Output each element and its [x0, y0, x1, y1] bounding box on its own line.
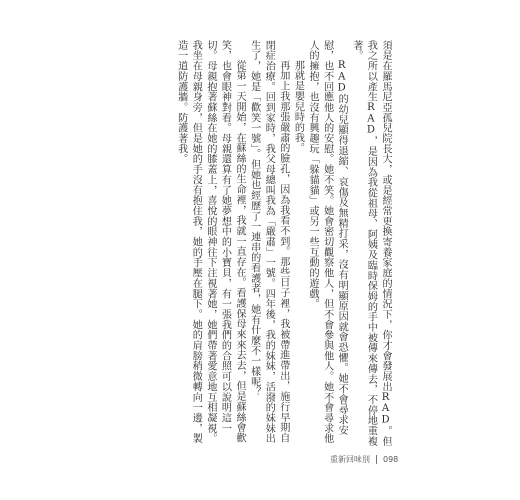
paragraph: RAD的幼兒顯得退縮、哀傷及無精打采，沒有明顯原因就會恐懼。她不會尋求安慰，也不回應他人的安慰。她不笑。她會密切觀察他人，但不會參與他人。她不會尋求他人的擁抱，也沒有興趣玩「躲貓貓」或另一些互動的遊戲。: [307, 40, 348, 444]
body-text: [128, 40, 392, 450]
paragraph: 那就是嬰兒時的我。: [292, 60, 304, 154]
paragraph: 須是在羅馬尼亞孤兒院長大，或是經常更換寄養家庭的情況下，你才會發展出RAD。但我之所以產生RAD，是因為我從祖母、阿姨及臨時保姆的手中被傳來傳去，不停地重複著。: [350, 40, 391, 447]
page-footer: [330, 452, 398, 466]
page-number: 098: [383, 454, 399, 464]
footer-divider: [376, 455, 377, 464]
paragraph: 再加上我那張嚴肅的臉孔，因為我看不到。那些日子裡，我被帶進帶出，施行早期自閉症治療。回到家時，我父母總叫我為「嚴肅」一號。四年後，我的妹妹，活潑的妹妹出生了，她是「歡笑一號」。但她也經歷了一連串的看護者，她有什麼不一樣呢？: [248, 40, 289, 444]
paragraph: 從第一天開始，在蘇絲的生命裡，我就一直存在。看護保母來來去去，但是蘇絲會歡笑，也會眼神對看。母親還算有了她夢想中的小寶貝，有一張我們的合照可以說明這一切。母親抱著蘇絲在她的膝蓋上，喜悅的眼神往下注視著她，她們帶著愛意地互相凝視。我坐在母親身旁，但是她的手沒有抱住我，她的手壓在腿下。她的肩膀稍微轉向一邊，製造一道防護牆。防護著我。: [175, 40, 246, 444]
running-title: 重新回味別: [330, 454, 370, 464]
